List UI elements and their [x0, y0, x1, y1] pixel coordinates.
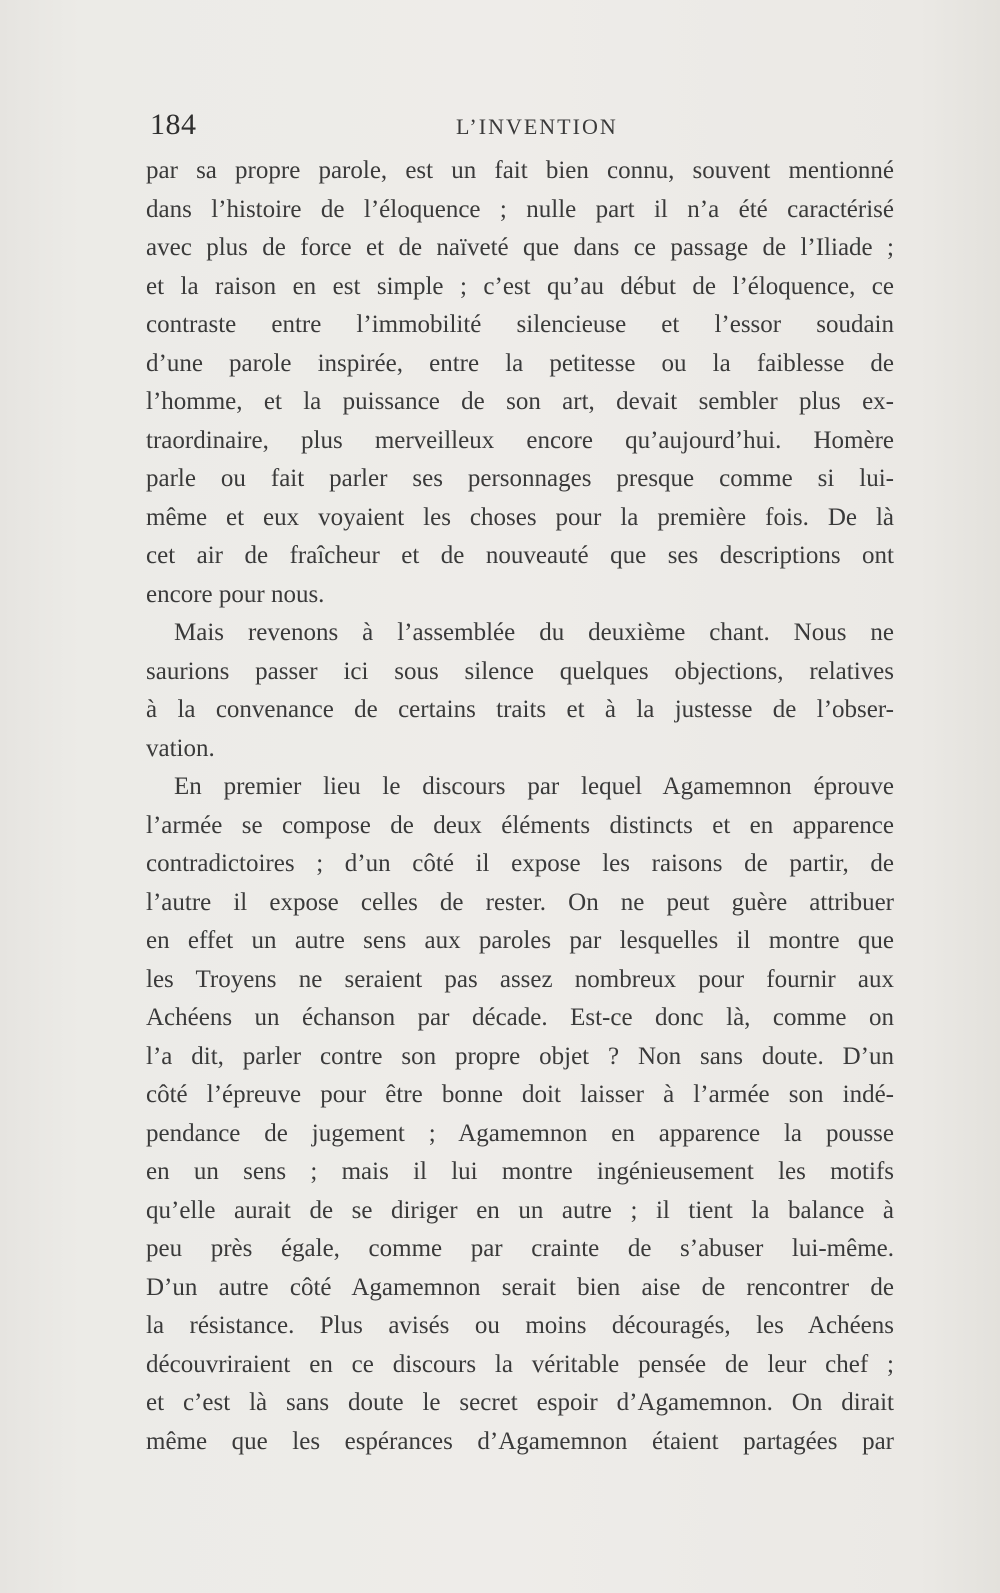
text-line: à la convenance de certains traits et à la justesse de l’obser-	[146, 696, 894, 723]
text-line: dans l’histoire de l’éloquence ; nulle part il n’a été caractérisé	[146, 195, 894, 223]
text-line: pendance de jugement ; Agamemnon en apparence la pousse	[146, 1119, 894, 1147]
text-line: cet air de fraîcheur et de nouveauté que ses descriptions ont	[146, 542, 894, 569]
text-line: même et eux voyaient les choses pour la première fois. De là	[146, 503, 894, 531]
text-line: contradictoires ; d’un côté il expose les raisons de partir, de	[146, 850, 894, 877]
text-line: et c’est là sans doute le secret espoir d’Agamemnon. On dirait	[146, 1389, 894, 1416]
text-line: l’autre il expose celles de rester. On ne peut guère attribuer	[146, 888, 894, 916]
text-line: découvriraient en ce discours la véritable pensée de leur chef ;	[146, 1350, 894, 1378]
text-line: l’homme, et la puissance de son art, devait sembler plus ex-	[146, 388, 894, 415]
text-line: par sa propre parole, est un fait bien connu, souvent mentionné	[146, 157, 894, 184]
text-line: avec plus de force et de naïveté que dans ce passage de l’Iliade ;	[146, 234, 894, 261]
text-line: la résistance. Plus avisés ou moins découragés, les Achéens	[146, 1312, 894, 1339]
text-line: Mais revenons à l’assemblée du deuxième chant. Nous ne	[174, 619, 894, 646]
paragraph	[146, 768, 894, 1461]
text-line: en un sens ; mais il lui montre ingénieusement les motifs	[146, 1158, 894, 1185]
page-number: 184	[150, 108, 197, 141]
text-line: qu’elle aurait de se diriger en un autre ; il tient la balance à	[146, 1196, 894, 1224]
text-line: l’a dit, parler contre son propre objet ? Non sans doute. D’un	[146, 1042, 894, 1070]
text-line: même que les espérances d’Agamemnon étaient partagées par	[146, 1427, 894, 1455]
text-line: les Troyens ne seraient pas assez nombreux pour fournir aux	[146, 965, 894, 993]
text-line: l’armée se compose de deux éléments distincts et en apparence	[146, 811, 894, 839]
text-line: saurions passer ici sous silence quelques objections, relatives	[146, 657, 894, 685]
running-title: L’INVENTION	[456, 114, 618, 139]
running-head	[146, 108, 894, 148]
text-line: encore pour nous.	[146, 580, 325, 608]
paragraph	[146, 614, 894, 768]
text-line: En premier lieu le discours par lequel Agamemnon éprouve	[174, 773, 894, 800]
text-line: d’une parole inspirée, entre la petitesse ou la faiblesse de	[146, 349, 894, 377]
body-text	[146, 152, 894, 1461]
text-line: traordinaire, plus merveilleux encore qu’aujourd’hui. Homère	[146, 426, 894, 454]
text-line: parle ou fait parler ses personnages presque comme si lui-	[146, 465, 894, 492]
text-line: contraste entre l’immobilité silencieuse et l’essor soudain	[146, 311, 894, 338]
paragraph	[146, 152, 894, 614]
text-line: peu près égale, comme par crainte de s’abuser lui-même.	[146, 1235, 894, 1262]
text-line: en effet un autre sens aux paroles par lesquelles il montre que	[146, 927, 894, 954]
text-line: Achéens un échanson par décade. Est-ce donc là, comme on	[146, 1004, 894, 1031]
text-line: et la raison en est simple ; c’est qu’au début de l’éloquence, ce	[146, 272, 894, 300]
text-line: vation.	[146, 734, 215, 762]
text-line: D’un autre côté Agamemnon serait bien aise de rencontrer de	[146, 1273, 894, 1301]
text-line: côté l’épreuve pour être bonne doit laisser à l’armée son indé-	[146, 1081, 894, 1108]
